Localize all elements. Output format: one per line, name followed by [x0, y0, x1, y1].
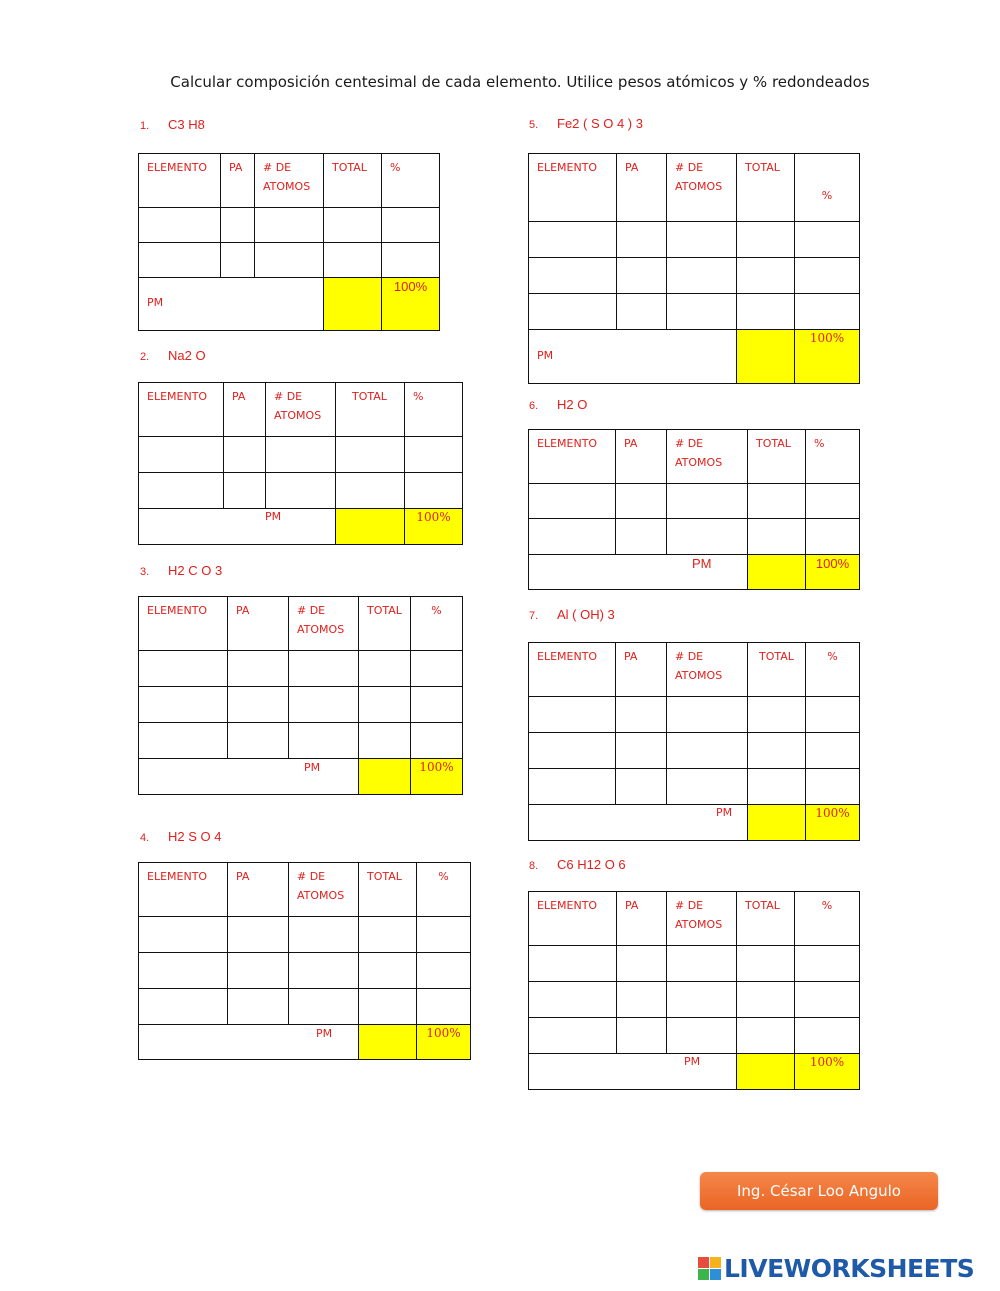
- cell-input[interactable]: [221, 208, 255, 243]
- cell-input[interactable]: [616, 769, 667, 805]
- total-percent: 100%: [806, 805, 860, 841]
- total-percent: 100%: [417, 1025, 471, 1060]
- cell-input[interactable]: [529, 733, 616, 769]
- cell-input[interactable]: [795, 1018, 860, 1054]
- cell-input[interactable]: [806, 484, 860, 519]
- formula: C3 H8: [168, 117, 205, 132]
- cell-input[interactable]: [529, 697, 616, 733]
- cell-input[interactable]: [139, 208, 221, 243]
- cell-input[interactable]: [359, 723, 411, 759]
- cell-input[interactable]: [417, 953, 471, 989]
- cell-input[interactable]: [667, 1018, 737, 1054]
- cell-input[interactable]: [667, 258, 737, 294]
- cell-input[interactable]: [737, 258, 795, 294]
- header-total: TOTAL: [737, 892, 795, 946]
- cell-input[interactable]: [336, 473, 405, 509]
- brand-name: LIVEWORKSHEETS: [724, 1254, 975, 1283]
- exercise-label-2: 2. Na2 O: [140, 348, 206, 363]
- cell-input[interactable]: [228, 953, 289, 989]
- cell-input[interactable]: [737, 982, 795, 1018]
- cell-input[interactable]: [529, 258, 617, 294]
- header-pa: PA: [224, 383, 266, 437]
- composition-table-3: [138, 596, 463, 795]
- cell-input[interactable]: [228, 651, 289, 687]
- cell-input[interactable]: [667, 733, 748, 769]
- cell-input[interactable]: [336, 437, 405, 473]
- cell-input[interactable]: [139, 437, 224, 473]
- header-percent: %: [382, 154, 440, 208]
- header-total: TOTAL: [359, 597, 411, 651]
- cell-input[interactable]: [617, 294, 667, 330]
- header-pa: PA: [228, 597, 289, 651]
- cell-input[interactable]: [529, 484, 616, 519]
- cell-input[interactable]: [139, 243, 221, 278]
- composition-table-8: [528, 891, 860, 1090]
- cell-input[interactable]: [405, 437, 463, 473]
- cell-input[interactable]: [616, 697, 667, 733]
- cell-input[interactable]: [221, 243, 255, 278]
- cell-input[interactable]: [224, 437, 266, 473]
- header-percent: %: [405, 383, 463, 437]
- composition-table-5: [528, 153, 860, 384]
- header-elemento: ELEMENTO: [529, 154, 617, 222]
- header-atomos: # DE ATOMOS: [667, 643, 748, 697]
- pm-total-input[interactable]: [324, 278, 382, 331]
- pm-label: PM: [139, 759, 359, 795]
- cell-input[interactable]: [806, 519, 860, 555]
- cell-input[interactable]: [529, 769, 616, 805]
- cell-input[interactable]: [667, 982, 737, 1018]
- cell-input[interactable]: [228, 917, 289, 953]
- pm-label: PM: [529, 1054, 737, 1090]
- cell-input[interactable]: [411, 687, 463, 723]
- liveworksheets-logo[interactable]: [698, 1254, 974, 1283]
- cell-input[interactable]: [806, 697, 860, 733]
- author-button[interactable]: Ing. César Loo Angulo: [700, 1172, 938, 1210]
- header-pa: PA: [228, 863, 289, 917]
- cell-input[interactable]: [529, 1018, 617, 1054]
- header-percent: %: [795, 154, 860, 222]
- cell-input[interactable]: [748, 484, 806, 519]
- cell-input[interactable]: [139, 687, 228, 723]
- composition-table-7: [528, 642, 860, 841]
- cell-input[interactable]: [617, 222, 667, 258]
- cell-input[interactable]: [359, 651, 411, 687]
- cell-input[interactable]: [139, 723, 228, 759]
- formula: Al ( OH) 3: [557, 607, 615, 622]
- pm-total-input[interactable]: [737, 330, 795, 384]
- formula: H2 S O 4: [168, 829, 222, 844]
- formula: C6 H12 O 6: [557, 857, 626, 872]
- cell-input[interactable]: [748, 697, 806, 733]
- cell-input[interactable]: [617, 1018, 667, 1054]
- header-percent: %: [806, 430, 860, 484]
- pm-total-input[interactable]: [748, 555, 806, 590]
- exercise-label-1: 1. C3 H8: [140, 117, 205, 132]
- cell-input[interactable]: [737, 222, 795, 258]
- cell-input[interactable]: [795, 222, 860, 258]
- cell-input[interactable]: [748, 769, 806, 805]
- total-percent: 100%: [411, 759, 463, 795]
- exercise-label-6: 6. H2 O: [529, 397, 588, 412]
- exercise-label-4: 4. H2 S O 4: [140, 829, 222, 844]
- cell-input[interactable]: [529, 294, 617, 330]
- cell-input[interactable]: [667, 294, 737, 330]
- pm-total-input[interactable]: [359, 759, 411, 795]
- cell-input[interactable]: [359, 989, 417, 1025]
- header-atomos: # DE ATOMOS: [667, 892, 737, 946]
- cell-input[interactable]: [617, 946, 667, 982]
- cell-input[interactable]: [748, 733, 806, 769]
- cell-input[interactable]: [667, 697, 748, 733]
- header-total: TOTAL: [748, 430, 806, 484]
- cell-input[interactable]: [324, 208, 382, 243]
- cell-input[interactable]: [289, 953, 359, 989]
- header-atomos: # DE ATOMOS: [667, 154, 737, 222]
- cell-input[interactable]: [289, 687, 359, 723]
- cell-input[interactable]: [795, 294, 860, 330]
- header-total: TOTAL: [324, 154, 382, 208]
- header-percent: %: [806, 643, 860, 697]
- pm-total-input[interactable]: [737, 1054, 795, 1090]
- cell-input[interactable]: [228, 687, 289, 723]
- cell-input[interactable]: [616, 484, 667, 519]
- cell-input[interactable]: [529, 519, 616, 555]
- header-elemento: ELEMENTO: [529, 430, 616, 484]
- cell-input[interactable]: [359, 687, 411, 723]
- cell-input[interactable]: [806, 769, 860, 805]
- header-pa: PA: [616, 643, 667, 697]
- header-elemento: ELEMENTO: [529, 892, 617, 946]
- cell-input[interactable]: [139, 917, 228, 953]
- pm-label: PM: [139, 509, 336, 545]
- cell-input[interactable]: [737, 294, 795, 330]
- composition-table-2: [138, 382, 463, 545]
- cell-input[interactable]: [667, 769, 748, 805]
- header-total: TOTAL: [336, 383, 405, 437]
- cell-input[interactable]: [411, 651, 463, 687]
- cell-input[interactable]: [289, 917, 359, 953]
- total-percent: 100%: [795, 1054, 860, 1090]
- cell-input[interactable]: [228, 989, 289, 1025]
- pm-total-input[interactable]: [359, 1025, 417, 1060]
- formula: H2 C O 3: [168, 563, 223, 578]
- pm-label: PM: [529, 330, 737, 384]
- cell-input[interactable]: [616, 733, 667, 769]
- cell-input[interactable]: [405, 473, 463, 509]
- cell-input[interactable]: [667, 946, 737, 982]
- header-elemento: ELEMENTO: [139, 597, 228, 651]
- cell-input[interactable]: [139, 989, 228, 1025]
- formula: H2 O: [557, 397, 588, 412]
- header-total: TOTAL: [748, 643, 806, 697]
- formula: Fe2 ( S O 4 ) 3: [557, 116, 643, 131]
- header-elemento: ELEMENTO: [139, 383, 224, 437]
- header-total: TOTAL: [359, 863, 417, 917]
- cell-input[interactable]: [667, 519, 748, 555]
- cell-input[interactable]: [255, 243, 324, 278]
- cell-input[interactable]: [795, 982, 860, 1018]
- cell-input[interactable]: [139, 651, 228, 687]
- header-pa: PA: [617, 154, 667, 222]
- cell-input[interactable]: [139, 473, 224, 509]
- exercise-label-8: 8. C6 H12 O 6: [529, 857, 626, 872]
- pm-total-input[interactable]: [748, 805, 806, 841]
- cell-input[interactable]: [748, 519, 806, 555]
- cell-input[interactable]: [617, 258, 667, 294]
- pm-total-input[interactable]: [336, 509, 405, 545]
- cell-input[interactable]: [139, 953, 228, 989]
- pm-label: PM: [139, 1025, 359, 1060]
- formula: Na2 O: [168, 348, 206, 363]
- pm-label: PM: [529, 555, 748, 590]
- cell-input[interactable]: [795, 946, 860, 982]
- cell-input[interactable]: [806, 733, 860, 769]
- total-percent: 100%: [382, 278, 440, 331]
- page-title: Calcular composición centesimal de cada elemento. Utilice pesos atómicos y % redondeados: [170, 73, 870, 91]
- cell-input[interactable]: [667, 222, 737, 258]
- header-elemento: ELEMENTO: [139, 154, 221, 208]
- cell-input[interactable]: [382, 243, 440, 278]
- header-pa: PA: [221, 154, 255, 208]
- exercise-label-3: 3. H2 C O 3: [140, 563, 223, 578]
- cell-input[interactable]: [289, 989, 359, 1025]
- cell-input[interactable]: [224, 473, 266, 509]
- cell-input[interactable]: [359, 953, 417, 989]
- cell-input[interactable]: [324, 243, 382, 278]
- cell-input[interactable]: [289, 651, 359, 687]
- header-total: TOTAL: [737, 154, 795, 222]
- total-percent: 100%: [795, 330, 860, 384]
- header-atomos: # DE ATOMOS: [289, 863, 359, 917]
- cell-input[interactable]: [417, 989, 471, 1025]
- header-percent: %: [795, 892, 860, 946]
- cell-input[interactable]: [255, 208, 324, 243]
- cell-input[interactable]: [382, 208, 440, 243]
- cell-input[interactable]: [617, 982, 667, 1018]
- cell-input[interactable]: [359, 917, 417, 953]
- pm-label: PM: [529, 805, 748, 841]
- header-elemento: ELEMENTO: [529, 643, 616, 697]
- cell-input[interactable]: [228, 723, 289, 759]
- total-percent: 100%: [405, 509, 463, 545]
- header-percent: %: [417, 863, 471, 917]
- cell-input[interactable]: [417, 917, 471, 953]
- composition-table-6: [528, 429, 860, 590]
- cell-input[interactable]: [266, 437, 336, 473]
- cell-input[interactable]: [737, 946, 795, 982]
- header-atomos: # DE ATOMOS: [255, 154, 324, 208]
- header-atomos: # DE ATOMOS: [289, 597, 359, 651]
- exercise-label-7: 7. Al ( OH) 3: [529, 607, 615, 622]
- header-elemento: ELEMENTO: [139, 863, 228, 917]
- pm-label: PM: [139, 278, 324, 331]
- composition-table-4: [138, 862, 471, 1060]
- cell-input[interactable]: [529, 982, 617, 1018]
- header-pa: PA: [617, 892, 667, 946]
- cell-input[interactable]: [667, 484, 748, 519]
- cell-input[interactable]: [795, 258, 860, 294]
- cell-input[interactable]: [737, 1018, 795, 1054]
- exercise-label-5: 5. Fe2 ( S O 4 ) 3: [529, 116, 643, 131]
- header-pa: PA: [616, 430, 667, 484]
- header-atomos: # DE ATOMOS: [266, 383, 336, 437]
- cell-input[interactable]: [616, 519, 667, 555]
- liveworksheets-icon: [698, 1257, 721, 1280]
- cell-input[interactable]: [411, 723, 463, 759]
- cell-input[interactable]: [289, 723, 359, 759]
- composition-table-1: [138, 153, 440, 331]
- total-percent: 100%: [806, 555, 860, 590]
- cell-input[interactable]: [529, 222, 617, 258]
- header-percent: %: [411, 597, 463, 651]
- cell-input[interactable]: [266, 473, 336, 509]
- header-atomos: # DE ATOMOS: [667, 430, 748, 484]
- cell-input[interactable]: [529, 946, 617, 982]
